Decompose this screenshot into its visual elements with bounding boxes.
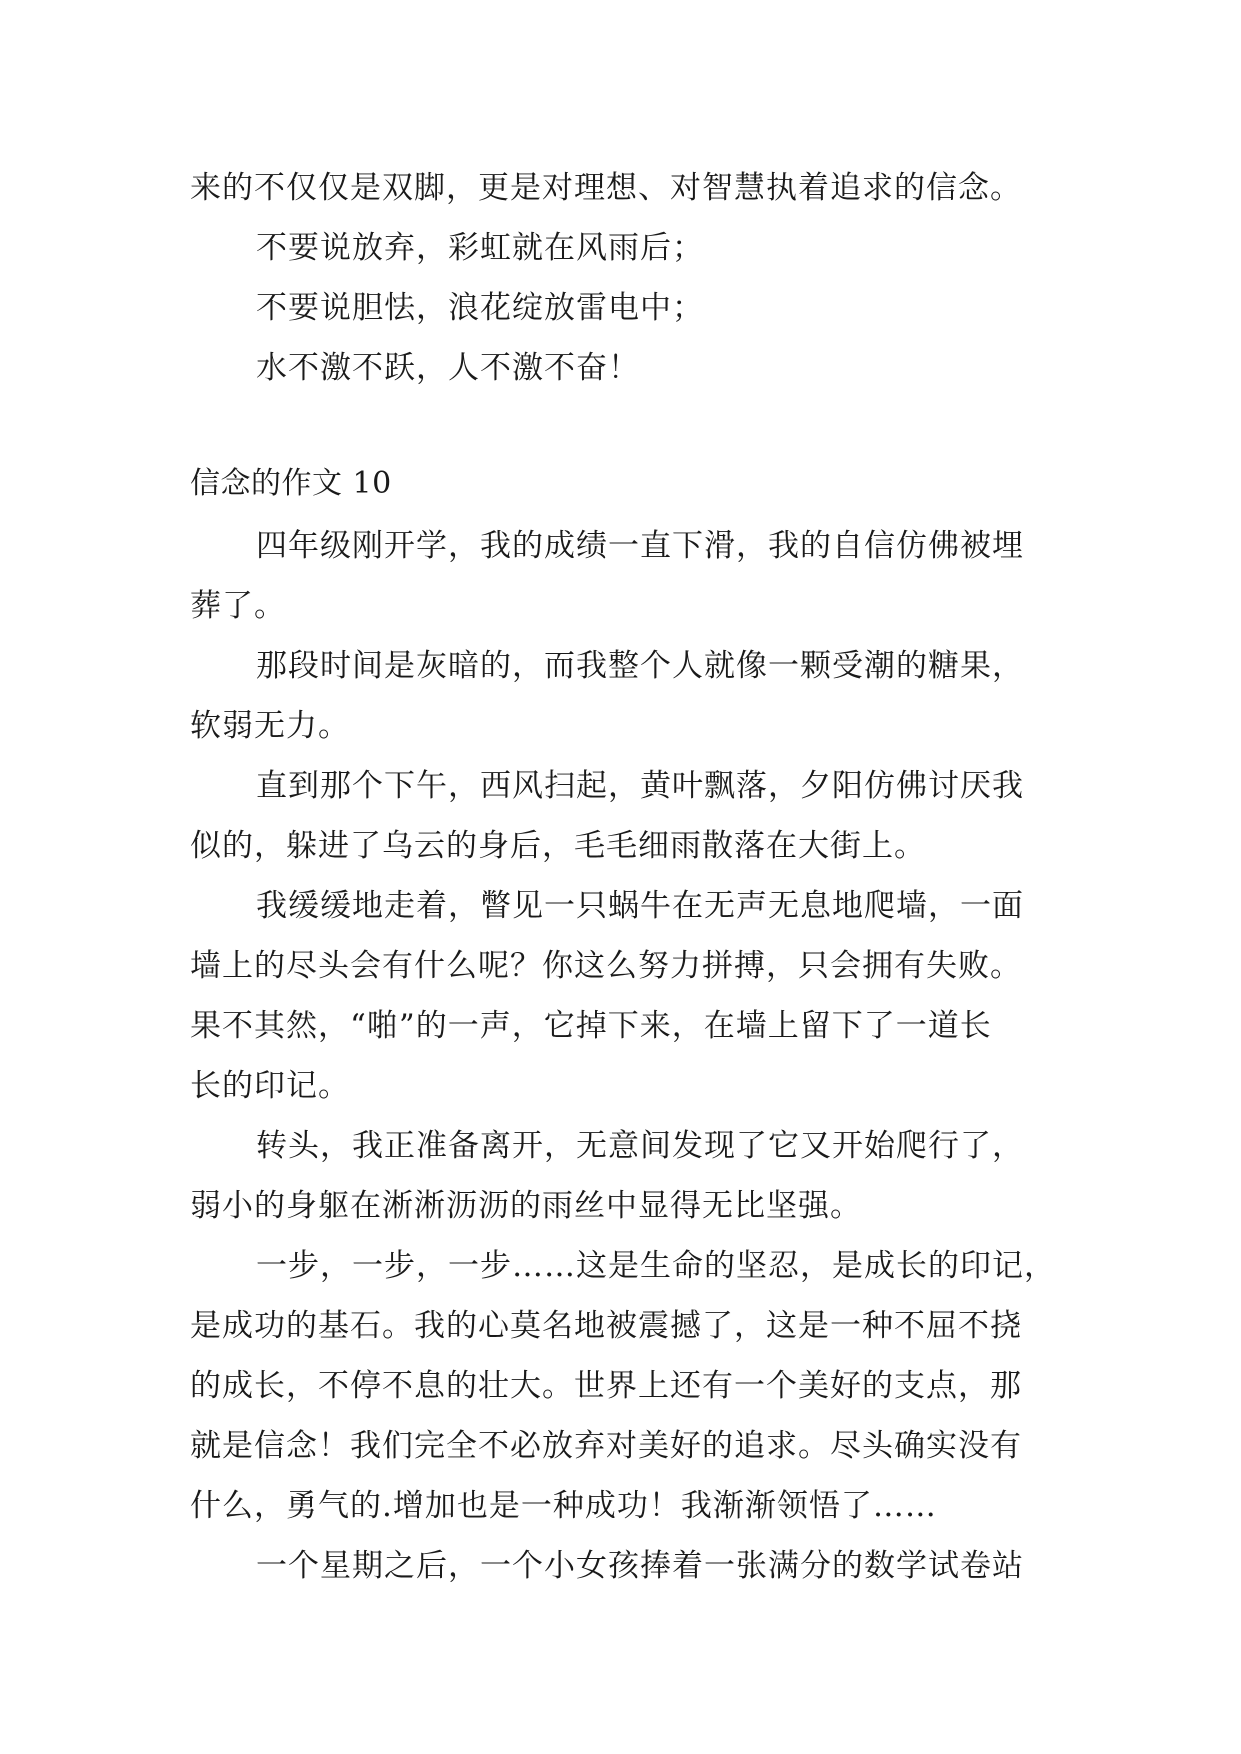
section-title: 信念的作文 10 xyxy=(190,466,392,501)
poem-line: 不要说放弃，彩虹就在风雨后； xyxy=(256,230,704,266)
continuation-line: 来的不仅仅是双脚，更是对理想、对智慧执着追求的信念。 xyxy=(190,170,1022,206)
paragraph-line: 长的印记。 xyxy=(190,1068,350,1104)
paragraph-line: 似的，躲进了乌云的身后，毛毛细雨散落在大街上。 xyxy=(190,828,926,864)
poem-line: 不要说胆怯，浪花绽放雷电中； xyxy=(256,290,704,326)
paragraph-line: 弱小的身躯在淅淅沥沥的雨丝中显得无比坚强。 xyxy=(190,1188,862,1224)
paragraph-line: 那段时间是灰暗的，而我整个人就像一颗受潮的糖果， xyxy=(256,648,1024,684)
paragraph-line: 一步，一步，一步……这是生命的坚忍，是成长的印记， xyxy=(256,1248,1056,1284)
paragraph-line: 转头，我正准备离开，无意间发现了它又开始爬行了， xyxy=(256,1128,1024,1164)
paragraph-line: 墙上的尽头会有什么呢？你这么努力拼搏，只会拥有失败。 xyxy=(190,948,1022,984)
paragraph-line: 葬了。 xyxy=(190,588,286,624)
paragraph-line: 就是信念！我们完全不必放弃对美好的追求。尽头确实没有 xyxy=(190,1428,1022,1464)
paragraph-line: 的成长，不停不息的壮大。世界上还有一个美好的支点，那 xyxy=(190,1368,1022,1404)
paragraph-line: 四年级刚开学，我的成绩一直下滑，我的自信仿佛被埋 xyxy=(256,528,1024,564)
paragraph-line: 一个星期之后，一个小女孩捧着一张满分的数学试卷站 xyxy=(256,1548,1024,1584)
paragraph-line: 是成功的基石。我的心莫名地被震撼了，这是一种不屈不挠 xyxy=(190,1308,1022,1344)
paragraph-line: 果不其然，“啪”的一声，它掉下来，在墙上留下了一道长 xyxy=(190,1008,992,1044)
paragraph-line: 直到那个下午，西风扫起，黄叶飘落，夕阳仿佛讨厌我 xyxy=(256,768,1024,804)
paragraph-line: 软弱无力。 xyxy=(190,708,350,744)
paragraph-line: 我缓缓地走着，瞥见一只蜗牛在无声无息地爬墙，一面 xyxy=(256,888,1024,924)
poem-line: 水不激不跃，人不激不奋！ xyxy=(256,350,640,386)
paragraph-line: 什么，勇气的.增加也是一种成功！我渐渐领悟了…… xyxy=(190,1488,937,1524)
